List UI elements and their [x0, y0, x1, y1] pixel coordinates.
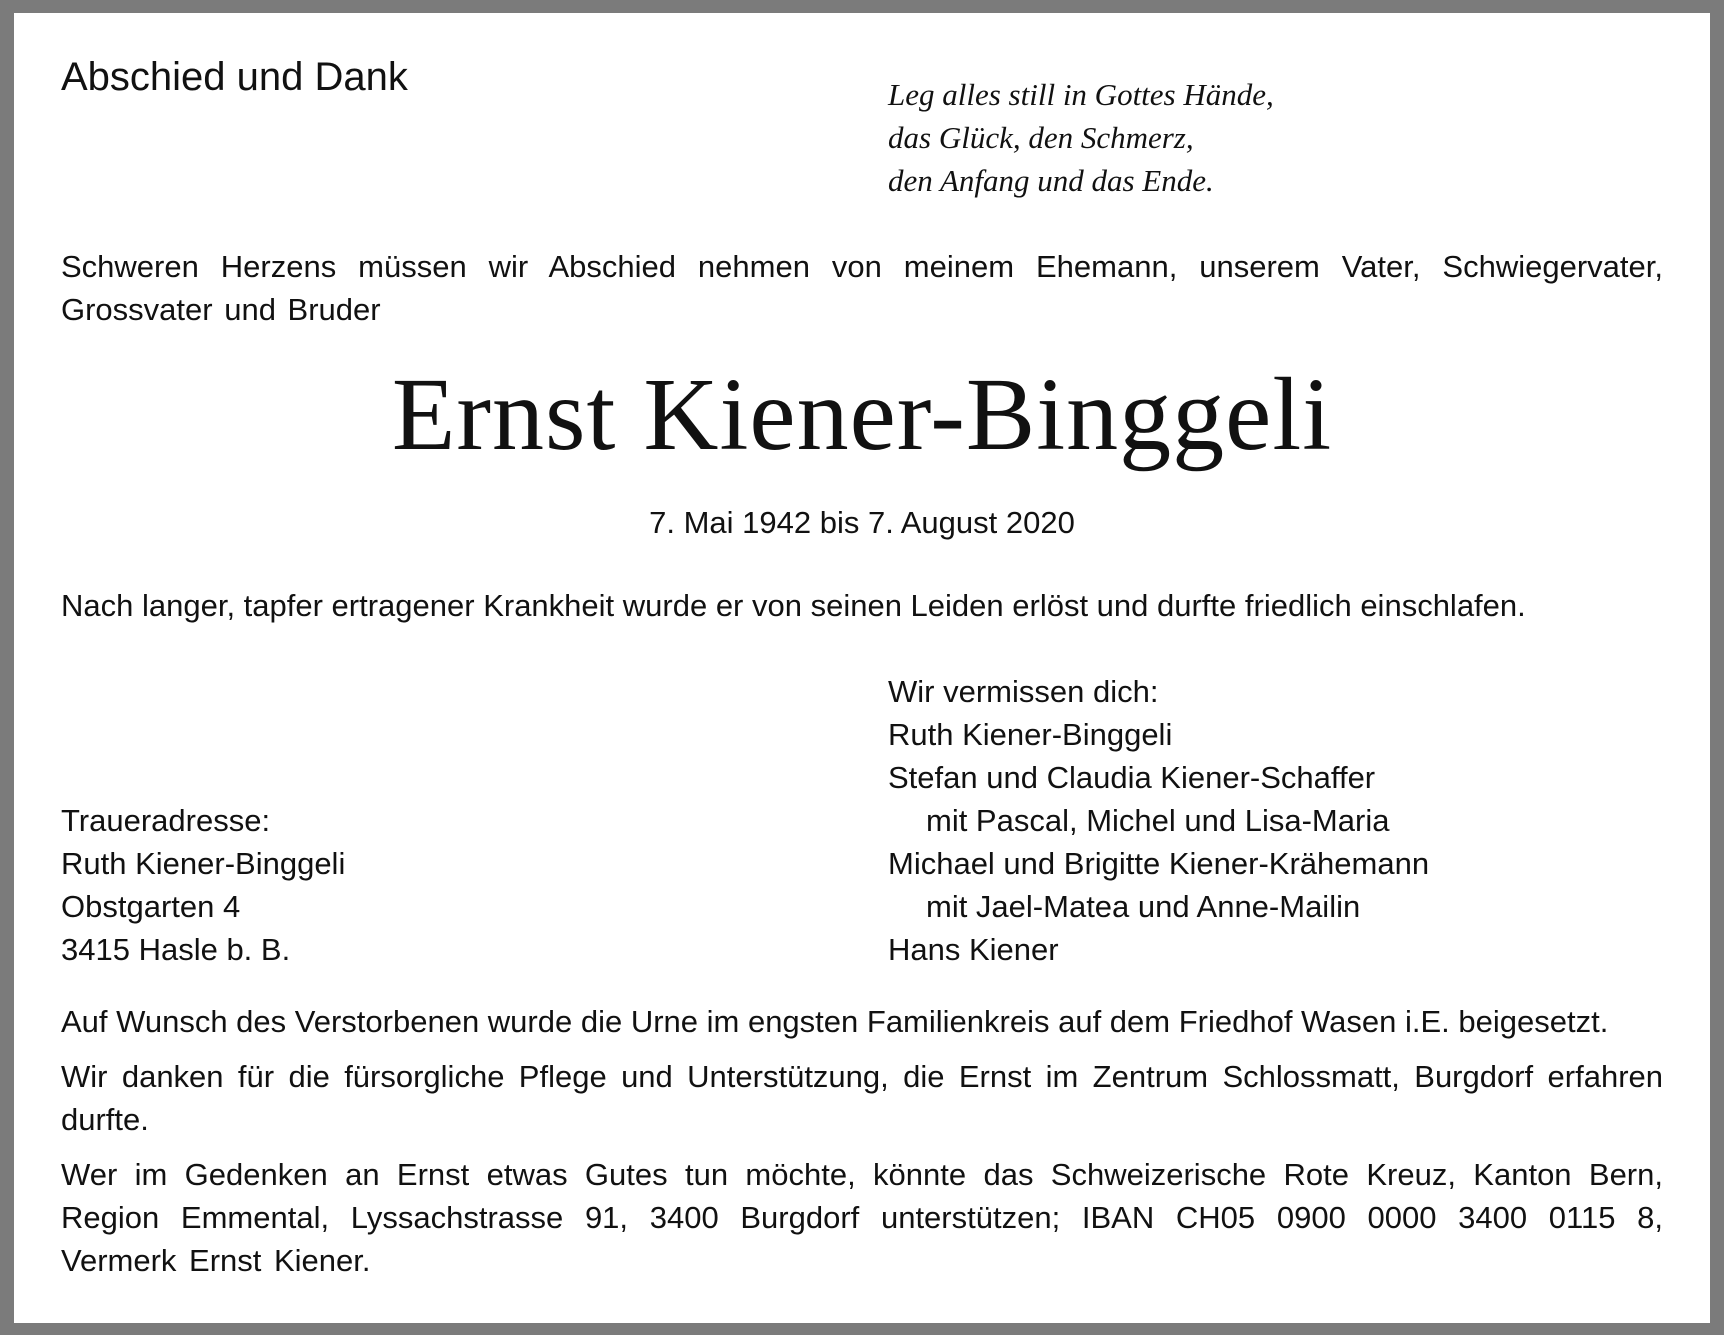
family-list — [888, 670, 1429, 971]
intro-text: Schweren Herzens müssen wir Abschied nehmen von meinem Ehemann, unserem Vater, Schwiegervater, Grossvater und Bruder — [61, 249, 1663, 327]
illness-text: Nach langer, tapfer ertragener Krankheit wurde er von seinen Leiden erlöst und durfte friedlich einschlafen. — [61, 588, 1526, 623]
mourning-address — [61, 799, 345, 971]
family-member: Stefan und Claudia Kiener-Schaffer — [888, 760, 1376, 795]
burial-text: Auf Wunsch des Verstorbenen wurde die Urne im engsten Familienkreis auf dem Friedhof Wasen i.E. beigesetzt. — [61, 1004, 1609, 1039]
address-street: Obstgarten 4 — [61, 889, 241, 924]
address-label: Traueradresse: — [61, 803, 271, 838]
thanks-text: Wir danken für die fürsorgliche Pflege und Unterstützung, die Ernst im Zentrum Schlossmatt, Burgdorf erfahren durfte. — [61, 1059, 1663, 1137]
verse-line: das Glück, den Schmerz, — [888, 120, 1194, 155]
notice-heading: Abschied und Dank — [61, 55, 408, 99]
verse — [888, 73, 1274, 202]
verse-line: den Anfang und das Ende. — [888, 163, 1214, 198]
family-heading: Wir vermissen dich: — [888, 674, 1159, 709]
family-member-children: mit Jael-Matea und Anne-Mailin — [926, 889, 1361, 924]
deceased-name: Ernst Kiener-Binggeli — [391, 357, 1333, 472]
address-city: 3415 Hasle b. B. — [61, 932, 291, 967]
address-name: Ruth Kiener-Binggeli — [61, 846, 346, 881]
family-member: Michael und Brigitte Kiener-Krähemann — [888, 846, 1430, 881]
donation-text: Wer im Gedenken an Ernst etwas Gutes tun möchte, könnte das Schweizerische Rote Kreuz, Kanton Bern, Region Emmental, Lyssachstrasse 91, 3400 Burgdorf unterstützen; IBAN CH05 0900 0000 3400 0115 8, Vermerk Ernst Kiener. — [61, 1157, 1663, 1278]
life-dates: 7. Mai 1942 bis 7. August 2020 — [649, 505, 1075, 540]
family-member: Ruth Kiener-Binggeli — [888, 717, 1173, 752]
family-member: Hans Kiener — [888, 932, 1059, 967]
verse-line: Leg alles still in Gottes Hände, — [888, 77, 1274, 112]
obituary-notice — [14, 13, 1710, 1323]
family-member-children: mit Pascal, Michel und Lisa-Maria — [926, 803, 1390, 838]
